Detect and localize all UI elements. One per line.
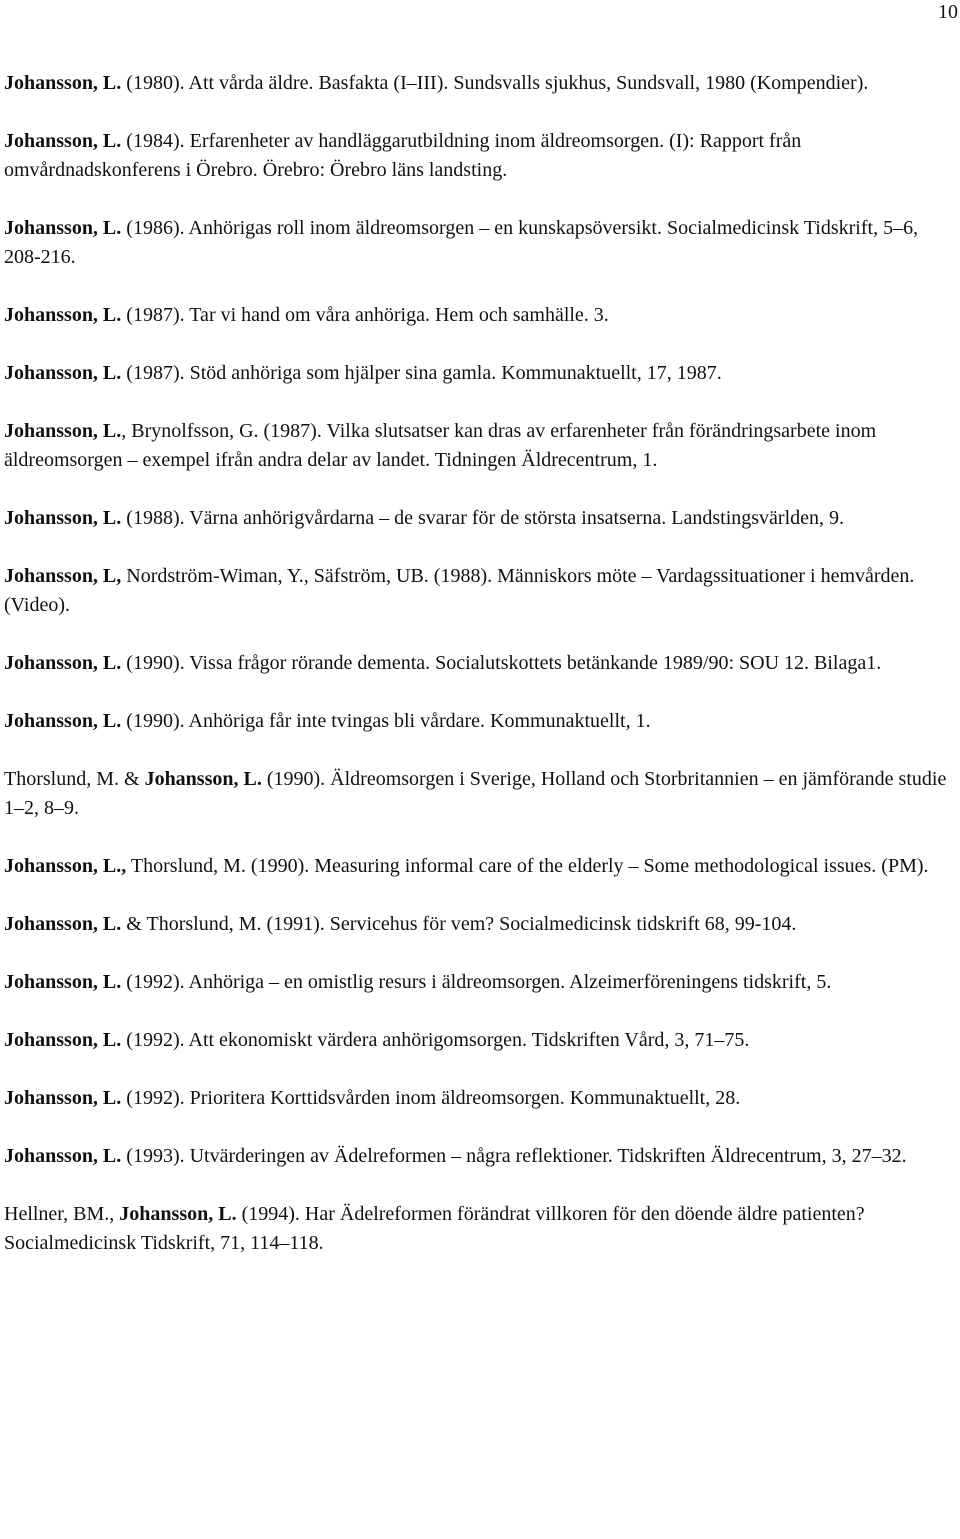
reference-entry (4, 1142, 954, 1171)
author-name: Johansson, L. (4, 420, 122, 442)
author-name: Johansson, L. (4, 1029, 122, 1051)
reference-text: Thorslund, M. & (4, 768, 145, 790)
reference-text: Hellner, BM., (4, 1203, 120, 1225)
author-name: Johansson, L. (4, 304, 122, 326)
reference-text: (1984). Erfarenheter av handläggarutbildning inom äldreomsorgen. (I): Rapport från omvårdnadskonferens i Örebro. Örebro: Örebro läns landsting. (4, 130, 802, 181)
reference-text: (1987). Stöd anhöriga som hjälper sina gamla. Kommunaktuellt, 17, 1987. (121, 362, 722, 384)
author-name: Johansson, L. (4, 217, 122, 239)
reference-entry (4, 707, 954, 736)
reference-entry (4, 301, 954, 330)
author-name: Johansson, L. (4, 1145, 122, 1167)
reference-entry (4, 359, 954, 388)
reference-entry (4, 765, 954, 823)
author-name: Johansson, L., (4, 855, 127, 877)
reference-text: Thorslund, M. (1990). Measuring informal care of the elderly – Some methodological issues. (PM). (126, 855, 929, 877)
reference-text: (1990). Anhöriga får inte tvingas bli vårdare. Kommunaktuellt, 1. (121, 710, 651, 732)
reference-text: (1994). Har Ädelreformen förändrat villkoren för den döende äldre patienten? Socialmedicinsk Tidskrift, 71, 114–118. (4, 1203, 865, 1254)
reference-entry (4, 504, 954, 533)
reference-text: (1990). Äldreomsorgen i Sverige, Holland och Storbritannien – en jämförande studie 1–2, 8–9. (4, 768, 947, 819)
reference-text: (1992). Prioritera Korttidsvården inom äldreomsorgen. Kommunaktuellt, 28. (121, 1087, 741, 1109)
author-name: Johansson, L. (4, 652, 122, 674)
reference-text: (1987). Tar vi hand om våra anhöriga. Hem och samhälle. 3. (121, 304, 609, 326)
reference-entry (4, 127, 954, 185)
reference-text: & Thorslund, M. (1991). Servicehus för vem? Socialmedicinsk tidskrift 68, 99-104. (121, 913, 797, 935)
reference-text: (1993). Utvärderingen av Ädelreformen – några reflektioner. Tidskriften Äldrecentrum, 3, 27–32. (121, 1145, 907, 1167)
reference-text: (1990). Vissa frågor rörande dementa. Socialutskottets betänkande 1989/90: SOU 12. Bilaga1. (121, 652, 882, 674)
page-number: 10 (938, 1, 958, 23)
reference-entry (4, 968, 954, 997)
reference-entry (4, 69, 954, 98)
reference-text: (1988). Värna anhörigvårdarna – de svarar för de största insatserna. Landstingsvärlden, 9. (121, 507, 845, 529)
reference-entry (4, 910, 954, 939)
author-name: Johansson, L, (4, 565, 122, 587)
reference-text: (1992). Att ekonomiskt värdera anhörigomsorgen. Tidskriften Vård, 3, 71–75. (121, 1029, 750, 1051)
author-name: Johansson, L. (4, 72, 122, 94)
author-name: Johansson, L. (4, 971, 122, 993)
reference-text: Nordström-Wiman, Y., Säfström, UB. (1988). Människors möte – Vardagssituationer i hemvården. (Video). (4, 565, 915, 616)
reference-list (4, 69, 954, 1287)
author-name: Johansson, L. (4, 1087, 122, 1109)
author-name: Johansson, L. (119, 1203, 237, 1225)
reference-entry (4, 562, 954, 620)
author-name: Johansson, L. (144, 768, 262, 790)
reference-text: (1980). Att vårda äldre. Basfakta (I–III). Sundsvalls sjukhus, Sundsvall, 1980 (Kompendier). (121, 72, 869, 94)
reference-entry (4, 649, 954, 678)
author-name: Johansson, L. (4, 130, 122, 152)
reference-entry (4, 852, 954, 881)
reference-entry (4, 417, 954, 475)
author-name: Johansson, L. (4, 913, 122, 935)
reference-entry (4, 1026, 954, 1055)
reference-text: , Brynolfsson, G. (1987). Vilka slutsatser kan dras av erfarenheter från förändringsarbete inom äldreomsorgen – exempel ifrån andra delar av landet. Tidningen Äldrecentrum, 1. (4, 420, 877, 471)
author-name: Johansson, L. (4, 507, 122, 529)
author-name: Johansson, L. (4, 710, 122, 732)
reference-text: (1992). Anhöriga – en omistlig resurs i äldreomsorgen. Alzeimerföreningens tidskrift, 5. (121, 971, 832, 993)
reference-entry (4, 1200, 954, 1258)
author-name: Johansson, L. (4, 362, 122, 384)
reference-entry (4, 1084, 954, 1113)
reference-entry (4, 214, 954, 272)
reference-text: (1986). Anhörigas roll inom äldreomsorgen – en kunskapsöversikt. Socialmedicinsk Tidskrift, 5–6, 208-216. (4, 217, 919, 268)
